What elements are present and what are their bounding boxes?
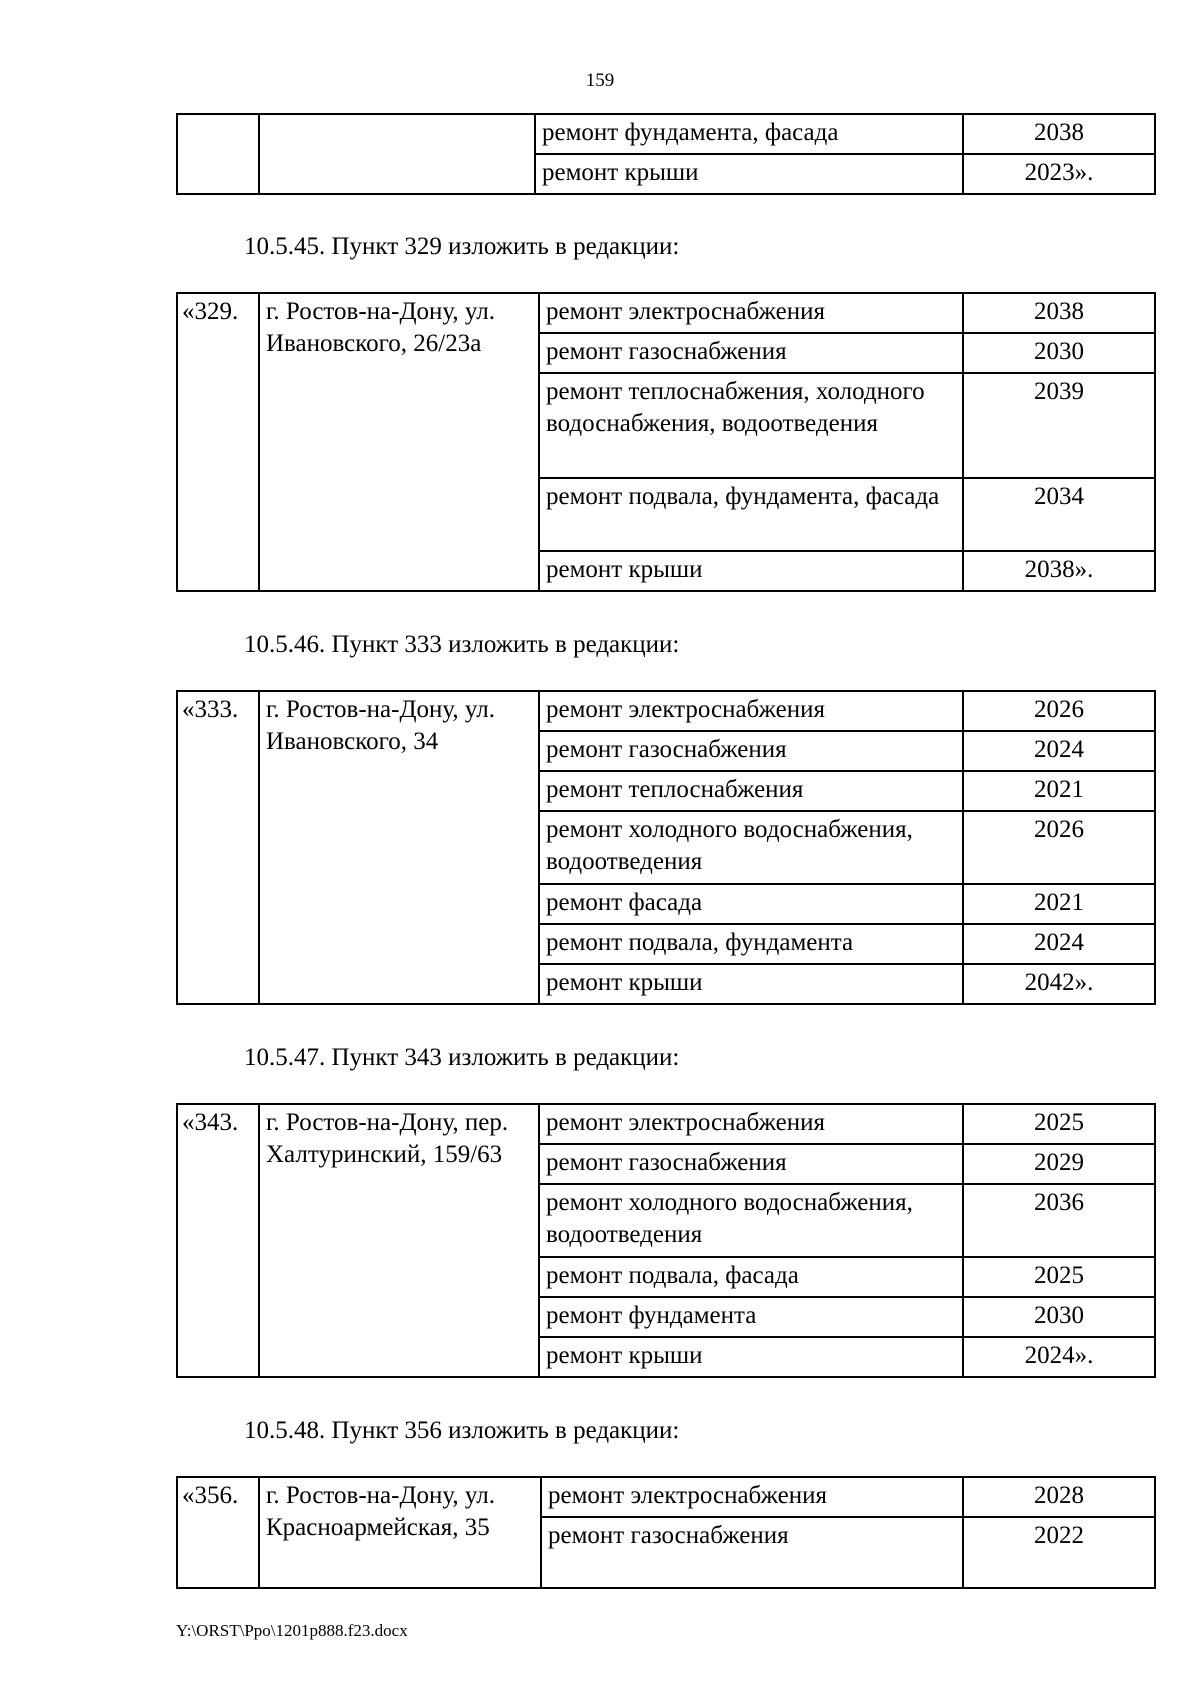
work-cell: ремонт газоснабжения [539,731,963,771]
work-cell: ремонт крыши [539,551,963,591]
work-cell: ремонт электроснабжения [539,293,963,333]
item-number: «343. [177,1104,259,1377]
year-cell: 2038». [963,551,1155,591]
work-cell: ремонт электроснабжения [541,1477,963,1517]
year-cell: 2025 [963,1104,1155,1144]
work-cell: ремонт газоснабжения [539,1144,963,1184]
work-cell: ремонт теплоснабжения [539,771,963,811]
item-table [176,690,1156,1005]
year-cell: 2036 [963,1184,1155,1257]
year-cell: 2024». [963,1337,1155,1377]
work-cell: ремонт крыши [535,154,963,194]
year-cell: 2039 [963,373,1155,478]
year-cell: 2030 [963,333,1155,373]
table-row [177,691,1155,731]
item-table [176,1476,1156,1589]
section-heading: 10.5.46. Пункт 333 изложить в редакции: [244,631,680,658]
item-table [176,292,1156,592]
year-cell: 2026 [963,811,1155,884]
work-cell: ремонт крыши [539,964,963,1004]
num-cell [177,114,259,194]
work-cell: ремонт холодного водоснабжения, водоотведения [539,811,963,884]
section-heading: 10.5.47. Пункт 343 изложить в редакции: [244,1044,680,1071]
table-row [177,114,1155,154]
address-cell [259,114,535,194]
work-cell: ремонт фундамента, фасада [535,114,963,154]
year-cell: 2029 [963,1144,1155,1184]
year-cell: 2021 [963,884,1155,924]
work-cell: ремонт крыши [539,1337,963,1377]
address-cell: г. Ростов-на-Дону, ул. Красноармейская, 35 [259,1477,541,1588]
table-row [177,1104,1155,1144]
section-heading: 10.5.45. Пункт 329 изложить в редакции: [244,233,680,260]
address-cell: г. Ростов-на-Дону, пер. Халтуринский, 159/63 [259,1104,539,1377]
year-cell: 2023». [963,154,1155,194]
item-number: «333. [177,691,259,1004]
year-cell: 2034 [963,478,1155,551]
item-number: «329. [177,293,259,591]
work-cell: ремонт подвала, фасада [539,1257,963,1297]
year-cell: 2038 [963,114,1155,154]
work-cell: ремонт газоснабжения [541,1517,963,1588]
address-cell: г. Ростов-на-Дону, ул. Ивановского, 34 [259,691,539,1004]
year-cell: 2028 [963,1477,1155,1517]
file-path-footer: Y:\ORST\Ppo\1201p888.f23.docx [176,1621,408,1640]
address-cell: г. Ростов-на-Дону, ул. Ивановского, 26/23а [259,293,539,591]
item-table [176,1103,1156,1378]
work-cell: ремонт подвала, фундамента, фасада [539,478,963,551]
year-cell: 2030 [963,1297,1155,1337]
table-row [177,1477,1155,1517]
year-cell: 2021 [963,771,1155,811]
section-heading: 10.5.48. Пункт 356 изложить в редакции: [244,1417,680,1444]
work-cell: ремонт газоснабжения [539,333,963,373]
item-number: «356. [177,1477,259,1588]
continuation-table [176,113,1156,195]
year-cell: 2024 [963,731,1155,771]
year-cell: 2025 [963,1257,1155,1297]
page-number: 159 [585,70,615,91]
table-row [177,293,1155,333]
year-cell: 2026 [963,691,1155,731]
work-cell: ремонт фундамента [539,1297,963,1337]
work-cell: ремонт теплоснабжения, холодного водоснабжения, водоотведения [539,373,963,478]
year-cell: 2042». [963,964,1155,1004]
work-cell: ремонт фасада [539,884,963,924]
year-cell: 2022 [963,1517,1155,1588]
year-cell: 2038 [963,293,1155,333]
work-cell: ремонт электроснабжения [539,691,963,731]
year-cell: 2024 [963,924,1155,964]
work-cell: ремонт электроснабжения [539,1104,963,1144]
work-cell: ремонт подвала, фундамента [539,924,963,964]
work-cell: ремонт холодного водоснабжения, водоотведения [539,1184,963,1257]
